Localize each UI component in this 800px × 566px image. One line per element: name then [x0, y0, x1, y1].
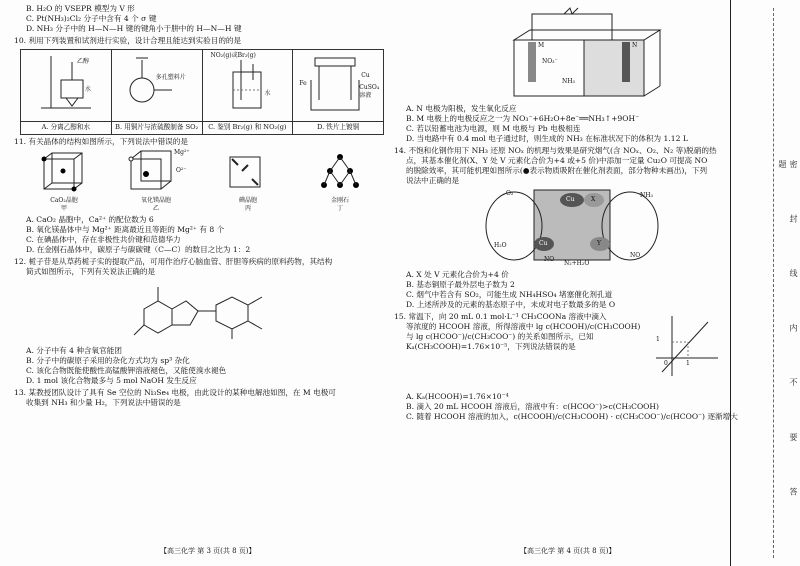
label-x: X [591, 196, 596, 204]
question-15-line3: 与 lg c(HCOO⁻)/c(CH₃COO⁻) 的关系如图所示，已知 [406, 332, 594, 342]
diamond-lattice-icon [310, 149, 370, 195]
q11-option-c: C. 在碘晶体中，存在非极性共价键和范德华力 [26, 235, 181, 245]
question-13-line1: 13. 某教授团队设计了具有 Se 空位的 Ni₃Se₄ 电极，由此设计的某种电解池如图，在 M 电极可 [14, 388, 336, 398]
seal-line-text: 密 封 线 内 不 要 答 题 [778, 160, 798, 518]
crystal-cao2 [24, 149, 104, 213]
label-cu-1: Cu [566, 196, 575, 204]
q14-option-c: C. 烟气中若含有 SO₂，可能生成 NH₄HSO₄ 堵塞催化剂孔道 [406, 290, 613, 300]
right-column [394, 0, 738, 566]
q15-option-a: A. Kₐ(HCOOH)=1.76×10⁻⁴ [406, 392, 509, 402]
question-11: 11. 有关晶体的结构如图所示，下列说法中错误的是 [14, 137, 188, 147]
q12-option-c: C. 该化合物既能使酸性高锰酸钾溶液褪色，又能使溴水褪色 [26, 366, 227, 376]
q13-option-a: A. N 电极为阳极，发生氧化反应 [406, 104, 517, 113]
label-nh3: NH₃ [562, 78, 575, 85]
crystal-tag-2: 丙 [244, 205, 251, 213]
q13-option-c: C. 若以铅蓄电池为电源，则 M 电极与 Pb 电极相连 [406, 124, 581, 134]
label-ethanol: 乙醇 [77, 58, 90, 66]
crystal-tag-0: 甲 [60, 205, 67, 213]
q10-box-c [203, 50, 294, 134]
q15-option-c: C. 随着 HCOOH 溶液的加入，c(HCOOH)/c(CH₃COOH) · c(CH₃COO⁻)/c(HCOO⁻) 逐渐增大 [406, 412, 738, 422]
distillation-icon [21, 50, 114, 120]
q13-option-b: B. M 电极上的电极反应之一为 NO₃⁻+6H₂O+8e⁻══NH₃↑+9OH⁻ [406, 114, 640, 124]
graph-y-tick: 1 [656, 336, 660, 344]
q10-caption-d: D. 铁片上镀铜 [293, 121, 383, 132]
flask-icon [112, 50, 205, 120]
q10-apparatus-row [20, 49, 384, 135]
q10-caption-a: A. 分离乙醇和水 [21, 121, 111, 132]
label-no-2: NO [630, 252, 641, 260]
mechanism-diagram [394, 186, 724, 270]
crystal-name-0: CaO₂晶胞 [50, 197, 78, 205]
label-water-2: 水 [264, 90, 271, 98]
label-mg: Mg²⁺ [174, 149, 190, 157]
option-b-top: B. H₂O 的 VSEPR 模型为 V 形 [26, 4, 135, 13]
q14-option-a: A. X 处 V 元素化合价为+4 价 [406, 270, 509, 280]
page-footer-left: 【高三化学 第 3 页(共 8 页)】 [160, 547, 256, 555]
label-fe: Fe [299, 80, 307, 88]
question-14-line3: 的脱除效率，其可能机理如图所示(●表示物质吸附在催化剂表面，部分物种未画出)，下列 [406, 166, 708, 176]
q15-graph [652, 312, 722, 382]
q11-option-b: B. 氧化镁晶体中与 Mg²⁺ 距离最近且等距的 Mg²⁺ 有 8 个 [26, 225, 225, 235]
question-15-block [394, 312, 724, 392]
q11-option-d: D. 在金刚石晶体中，碳原子与碳碳键（C—C）的数目之比为 1：2 [26, 245, 251, 255]
label-o2: O₂ [506, 190, 514, 198]
question-14-line2: 点，其基本催化剂(X、Y 处 V 元素化合价为+4 或+5 价)中添加一定量 Cu₂O 可提高 NO [406, 156, 708, 166]
gas-bottle-icon [203, 50, 296, 120]
q14-option-b: B. 基态铜原子最外层电子数为 2 [406, 280, 515, 290]
q13-option-d: D. 当电路中有 0.4 mol 电子通过时，则生成的 NH₃ 在标准状况下的体积为 1.12 L [406, 134, 688, 144]
label-water: 水 [85, 86, 92, 94]
question-12-line1: 12. 栀子苷是从草药栀子实的提取产品，可用作治疗心脑血管、肝胆等疾病的原料药物，其结构 [14, 257, 333, 267]
label-h2o: H₂O [494, 242, 507, 250]
page-footer-right: 【高三化学 第 4 页(共 8 页)】 [520, 547, 616, 555]
label-electrode-m: M [538, 42, 545, 49]
question-13-line2: 收集到 NH₃ 和少量 H₂，下列说法中错误的是 [26, 398, 181, 408]
label-electrode-n: N [632, 42, 638, 49]
crystal-name-1: 氧化镁晶胞 [140, 197, 171, 205]
crystal-mgo [116, 149, 196, 213]
question-15-line1: 15. 常温下，向 20 mL 0.1 mol·L⁻¹ CH₃COONa 溶液中滴入 [394, 312, 607, 322]
q10-box-b [112, 50, 203, 134]
q10-box-a [21, 50, 112, 134]
graph-x-tick: 1 [686, 360, 690, 368]
q12-option-b: B. 分子中的碳原子采用的杂化方式均为 sp³ 杂化 [26, 356, 190, 366]
gardenoside-structure [124, 279, 390, 344]
question-12-line2: 简式如图所示，下列有关说法正确的是 [26, 267, 156, 277]
crystal-tag-1: 乙 [152, 205, 159, 213]
label-cu-sheet: 多孔塑料片 [155, 74, 186, 82]
crystal-diamond [300, 149, 380, 213]
q15-option-b: B. 滴入 20 mL HCOOH 溶液后，溶液中有：c(HCOO⁻)>c(CH₃COOH) [406, 402, 659, 412]
molecule-icon [124, 279, 294, 341]
label-cu: Cu [361, 72, 370, 80]
crystal-tag-3: 丁 [336, 205, 343, 213]
electrolysis-cell [394, 0, 724, 104]
label-cuso4: CuSO₄溶液 [359, 84, 380, 99]
q12-option-d: D. 1 mol 该化合物最多与 5 mol NaOH 发生反应 [26, 376, 197, 386]
electrolysis-cell-icon [394, 0, 724, 104]
label-y: Y [597, 240, 601, 248]
iodine-lattice-icon [218, 149, 278, 195]
label-gas: NO₂(g)或Br₂(g) [210, 52, 256, 60]
cube-lattice-icon [34, 149, 94, 195]
option-c-top: C. Pt(NH₃)₂Cl₂ 分子中含有 4 个 σ 键 [26, 14, 157, 24]
crystal-iodine [208, 149, 288, 213]
mechanism-cycle-icon [394, 186, 724, 270]
label-n2-h2o: N₂+H₂O [564, 260, 590, 268]
q10-caption-c: C. 鉴别 Br₂(g) 和 NO₂(g) [203, 121, 293, 132]
label-cu-2: Cu [539, 240, 548, 248]
question-10: 10. 利用下列装置和试剂进行实验，设计合理且能达到实验目的的是 [14, 36, 242, 46]
left-column [14, 0, 390, 566]
q12-option-a: A. 分子中有 4 种含氧官能团 [26, 346, 122, 356]
q14-option-d: D. 上述所涉及的元素的基态原子中，未成对电子数最多的是 O [406, 300, 616, 310]
option-d-top: D. NH₃ 分子中的 H—N—H 键的键角小于肼中的 H—N—H 键 [26, 24, 242, 34]
question-15-line2: 等浓度的 HCOOH 溶液，所得溶液中 lg c(HCOOH)/c(CH₃COOH) [406, 322, 641, 332]
question-14-line1: 14. 不饱和化钢作用下 NH₃ 还原 NOₓ 的机理与效果是研究烟气(含 NOₓ、O₂、N₂ 等)脱硝的热 [394, 146, 717, 156]
seal-dashed-line [773, 8, 774, 558]
q10-caption-b: B. 用铜片与浓硫酸制备 SO₂ [112, 121, 202, 132]
crystal-name-3: 金刚石 [330, 197, 349, 205]
label-no: NO [544, 256, 555, 264]
label-mech-nh3: NH₃ [640, 192, 653, 200]
q11-option-a: A. CaO₂ 晶胞中，Ca²⁺ 的配位数为 6 [26, 215, 154, 225]
label-no3: NO₃⁻ [542, 58, 558, 65]
q10-box-d [293, 50, 383, 134]
seal-rail [730, 0, 800, 566]
crystal-name-2: 碘晶胞 [238, 197, 257, 205]
q11-crystal-row [18, 149, 386, 213]
graph-origin: 0 [664, 360, 668, 368]
question-15-line4: Kₐ(CH₃COOH)=1.76×10⁻⁵，下列说法错误的是 [406, 342, 576, 352]
label-o: O²⁻ [176, 167, 187, 175]
question-14-line4: 说法中正确的是 [406, 176, 460, 186]
